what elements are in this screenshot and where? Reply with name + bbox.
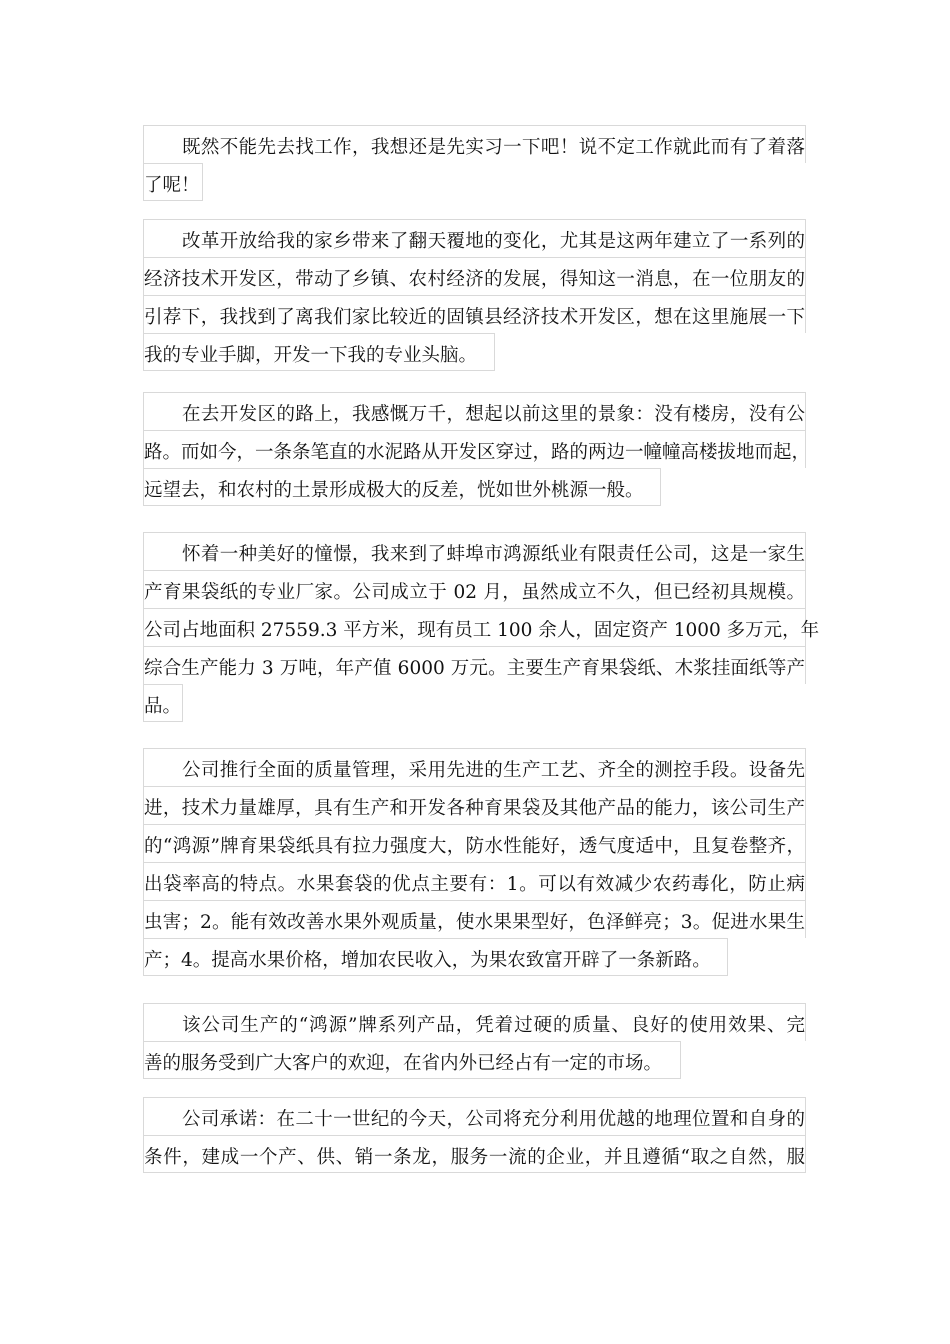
text-line: 公司占地面积 27559.3 平方米，现有员工 100 余人，固定资产 1000 多万元，年 (143, 608, 806, 646)
text-line: 出袋率高的特点。水果套袋的优点主要有：1。可以有效减少农药毒化，防止病 (143, 862, 806, 900)
text-line: 经济技术开发区，带动了乡镇、农村经济的发展，得知这一消息，在一位朋友的 (143, 257, 806, 295)
text-line: 产；4。提高水果价格，增加农民收入，为果农致富开辟了一条新路。 (143, 938, 728, 976)
paragraph-5 (143, 748, 806, 976)
text-line: 该公司生产的“鸿源”牌系列产品，凭着过硬的质量、良好的使用效果、完 (143, 1003, 806, 1041)
text-line: 既然不能先去找工作，我想还是先实习一下吧！说不定工作就此而有了着落 (143, 125, 806, 163)
paragraph-6 (143, 1003, 806, 1079)
text-line: 进，技术力量雄厚，具有生产和开发各种育果袋及其他产品的能力，该公司生产 (143, 786, 806, 824)
text-line: 产育果袋纸的专业厂家。公司成立于 02 月，虽然成立不久，但已经初具规模。 (143, 570, 806, 608)
text-line: 怀着一种美好的憧憬，我来到了蚌埠市鸿源纸业有限责任公司，这是一家生 (143, 532, 806, 570)
text-line: 在去开发区的路上，我感慨万千，想起以前这里的景象：没有楼房，没有公 (143, 392, 806, 430)
text-line: 善的服务受到广大客户的欢迎，在省内外已经占有一定的市场。 (143, 1041, 681, 1079)
paragraph-7 (143, 1097, 806, 1173)
text-line: 公司推行全面的质量管理，采用先进的生产工艺、齐全的测控手段。设备先 (143, 748, 806, 786)
paragraph-1 (143, 125, 806, 201)
text-line: 公司承诺：在二十一世纪的今天，公司将充分利用优越的地理位置和自身的 (143, 1097, 806, 1135)
text-line: 路。而如今，一条条笔直的水泥路从开发区穿过，路的两边一幢幢高楼拔地而起， (143, 430, 806, 468)
text-line: 改革开放给我的家乡带来了翻天覆地的变化，尤其是这两年建立了一系列的 (143, 219, 806, 257)
text-line: 虫害；2。能有效改善水果外观质量，使水果果型好，色泽鲜亮；3。促进水果生 (143, 900, 806, 938)
text-line: 品。 (143, 684, 183, 722)
paragraph-3 (143, 392, 811, 506)
text-line: 我的专业手脚，开发一下我的专业头脑。 (143, 333, 495, 371)
text-line: 条件，建成一个产、供、销一条龙，服务一流的企业，并且遵循“取之自然，服 (143, 1135, 806, 1173)
text-line: 了呢！ (143, 163, 203, 201)
paragraph-2 (143, 219, 806, 371)
text-line: 远望去，和农村的土景形成极大的反差，恍如世外桃源一般。 (143, 468, 661, 506)
text-line: 综合生产能力 3 万吨，年产值 6000 万元。主要生产育果袋纸、木浆挂面纸等产 (143, 646, 806, 684)
text-line: 引荐下，我找到了离我们家比较近的固镇县经济技术开发区，想在这里施展一下 (143, 295, 806, 333)
text-line: 的“鸿源”牌育果袋纸具有拉力强度大，防水性能好，透气度适中，且复卷整齐， (143, 824, 806, 862)
paragraph-4 (143, 532, 820, 722)
